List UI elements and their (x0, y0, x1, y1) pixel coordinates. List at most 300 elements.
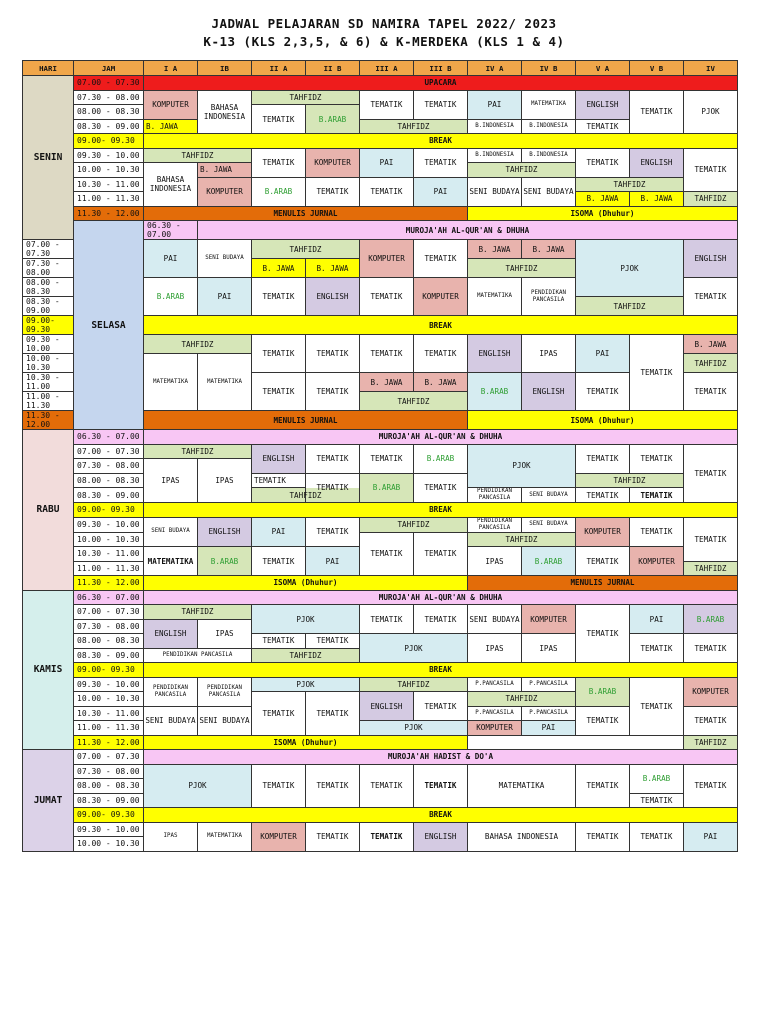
lesson-cell: TEMATIK (414, 605, 468, 634)
lesson-cell: TAHFIDZ (684, 735, 738, 750)
lesson-cell: PJOK (360, 634, 468, 663)
lesson-cell: PAI (468, 90, 522, 119)
lesson-cell: TEMATIK (252, 634, 306, 649)
table-row (23, 90, 738, 105)
time-slot: 11.00 - 11.30 (74, 561, 144, 576)
lesson-cell: PENDIDIKAN PANCASILA (522, 278, 576, 316)
table-row (23, 634, 738, 649)
lesson-cell: MENULIS JURNAL (144, 411, 468, 430)
lesson-cell: TEMATIK (630, 517, 684, 547)
time-slot: 07.30 - 08.00 (74, 764, 144, 779)
lesson-cell: IPAS (198, 459, 252, 503)
time-slot: 11.30 - 12.00 (74, 576, 144, 591)
lesson-cell: IPAS (144, 822, 198, 851)
column-header: II B (306, 61, 360, 76)
lesson-cell: B.ARAB (522, 547, 576, 576)
time-slot: 09.30 - 10.00 (74, 677, 144, 692)
lesson-cell: SENI BUDAYA (468, 605, 522, 634)
lesson-cell: PAI (576, 335, 630, 373)
day-label: SELASA (74, 221, 144, 430)
lesson-cell: TAHFIDZ (468, 259, 576, 278)
lesson-cell: TEMATIK (630, 90, 684, 134)
lesson-cell: PAI (144, 240, 198, 278)
lesson-cell: PAI (522, 721, 576, 736)
time-slot: 09.30 - 10.00 (74, 148, 144, 163)
time-slot: 10.30 - 11.00 (74, 547, 144, 562)
lesson-cell: B. JAWA (630, 192, 684, 207)
lesson-cell: TEMATIK (630, 488, 684, 503)
lesson-cell: TEMATIK (414, 148, 468, 177)
table-row (23, 808, 738, 823)
lesson-cell: SENI BUDAYA (522, 488, 576, 503)
table-row (23, 663, 738, 678)
lesson-cell: MUROJA'AH HADIST & DO'A (144, 750, 738, 765)
lesson-cell: SENI BUDAYA (198, 240, 252, 278)
lesson-cell: TEMATIK (576, 488, 630, 503)
lesson-cell: TEMATIK (576, 148, 630, 177)
time-slot: 08.30 - 09.00 (74, 119, 144, 134)
lesson-cell: ISOMA (Dhuhur) (144, 735, 468, 750)
lesson-cell: B.ARAB (360, 473, 414, 503)
table-row (23, 76, 738, 91)
lesson-cell: KOMPUTER (198, 177, 252, 206)
lesson-cell: TAHFIDZ (576, 297, 684, 316)
time-slot: 10.00 - 10.30 (74, 692, 144, 707)
time-slot: 06.30 - 07.00 (144, 221, 198, 240)
lesson-cell: B.INDONESIA (468, 119, 522, 134)
time-slot: 06.30 - 07.00 (74, 430, 144, 445)
lesson-cell: PENDIDIKAN PANCASILA (144, 677, 198, 706)
table-row (23, 134, 738, 149)
lesson-cell: B. JAWA (252, 259, 306, 278)
lesson-cell: TEMATIK (306, 764, 360, 808)
lesson-cell: TEMATIK (576, 706, 630, 735)
lesson-cell: TEMATIK (684, 706, 738, 735)
lesson-cell: ISOMA (Dhuhur) (468, 206, 738, 221)
time-slot: 07.00 - 07.30 (74, 750, 144, 765)
time-slot: 10.30 - 11.00 (23, 373, 74, 392)
time-slot: 09.00- 09.30 (23, 316, 74, 335)
lesson-cell: PAI (198, 278, 252, 316)
time-slot: 07.30 - 08.00 (74, 459, 144, 474)
lesson-cell: SENI BUDAYA (468, 177, 522, 206)
time-slot: 08.00 - 08.30 (23, 278, 74, 297)
lesson-cell: TEMATIK (252, 105, 306, 134)
time-slot: 07.00 - 07.30 (23, 240, 74, 259)
lesson-cell: KOMPUTER (252, 822, 306, 851)
lesson-cell: TAHFIDZ (252, 240, 360, 259)
table-row (23, 750, 738, 765)
lesson-cell: ISOMA (Dhuhur) (144, 576, 468, 591)
lesson-cell: TAHFIDZ (684, 561, 738, 576)
day-label: JUMAT (23, 750, 74, 852)
time-slot: 10.30 - 11.00 (74, 706, 144, 721)
lesson-cell: TEMATIK (306, 373, 360, 411)
lesson-cell: TAHFIDZ (252, 648, 360, 663)
lesson-cell: SENI BUDAYA (522, 517, 576, 532)
lesson-cell: KOMPUTER (522, 605, 576, 634)
lesson-cell: B.ARAB (144, 278, 198, 316)
lesson-cell: KOMPUTER (468, 721, 522, 736)
lesson-cell: B. JAWA (144, 119, 198, 134)
lesson-cell: TEMATIK (252, 335, 306, 373)
lesson-cell: BREAK (144, 134, 738, 149)
lesson-cell: B.ARAB (684, 605, 738, 634)
lesson-cell: TEMATIK (684, 148, 738, 192)
lesson-cell: IPAS (468, 547, 522, 576)
lesson-cell: TAHFIDZ (144, 444, 252, 459)
table-row (23, 735, 738, 750)
lesson-cell: TEMATIK (306, 444, 360, 473)
lesson-cell: ENGLISH (576, 90, 630, 119)
lesson-cell: IPAS (522, 634, 576, 663)
time-slot: 08.30 - 09.00 (74, 793, 144, 808)
lesson-cell: TEMATIK (684, 764, 738, 808)
lesson-cell: TEMATIK (684, 278, 738, 316)
lesson-cell: TAHFIDZ (360, 392, 468, 411)
time-slot: 09.00- 09.30 (74, 503, 144, 518)
lesson-cell: P.PANCASILA (522, 706, 576, 721)
table-row (23, 503, 738, 518)
lesson-cell: MATEMATIKA (198, 354, 252, 411)
lesson-cell: TEMATIK (576, 373, 630, 411)
time-slot: 07.30 - 08.00 (74, 619, 144, 634)
lesson-cell: MATEMATIKA (198, 822, 252, 851)
lesson-cell (468, 735, 684, 750)
lesson-cell: TEMATIK (576, 547, 630, 576)
time-slot: 06.30 - 07.00 (74, 590, 144, 605)
table-row (23, 590, 738, 605)
lesson-cell: ENGLISH (306, 278, 360, 316)
lesson-cell: PAI (414, 177, 468, 206)
lesson-cell: ENGLISH (414, 822, 468, 851)
lesson-cell: TEMATIK (414, 764, 468, 808)
time-slot: 09.30 - 10.00 (23, 335, 74, 354)
lesson-cell: PJOK (684, 90, 738, 134)
lesson-cell: PENDIDIKAN PANCASILA (468, 488, 522, 503)
lesson-cell: P.PANCASILA (468, 706, 522, 721)
lesson-cell: TAHFIDZ (468, 532, 576, 547)
lesson-cell: UPACARA (144, 76, 738, 91)
lesson-cell: TEMATIK (576, 605, 630, 663)
lesson-cell: ISOMA (Dhuhur) (468, 411, 738, 430)
lesson-cell: TAHFIDZ (468, 692, 576, 707)
column-header: III B (414, 61, 468, 76)
lesson-cell: KOMPUTER (414, 278, 468, 316)
lesson-cell: PENDIDIKAN PANCASILA (468, 517, 522, 532)
lesson-cell: TEMATIK (360, 278, 414, 316)
lesson-cell: B.ARAB (306, 105, 360, 134)
lesson-cell: TEMATIK (252, 547, 306, 576)
lesson-cell: TEMATIK (252, 373, 306, 411)
lesson-cell: PJOK (252, 677, 360, 692)
lesson-cell: B.ARAB (414, 444, 468, 473)
lesson-cell: TEMATIK (414, 240, 468, 278)
time-slot: 09.00- 09.30 (74, 663, 144, 678)
table-row (23, 605, 738, 620)
lesson-cell: TEMATIK (684, 634, 738, 663)
schedule-table (22, 60, 738, 852)
lesson-cell: TEMATIK (630, 444, 684, 473)
lesson-cell: P.PANCASILA (522, 677, 576, 692)
lesson-cell: MATEMATIKA (144, 354, 198, 411)
column-header: HARI (23, 61, 74, 76)
time-slot: 09.30 - 10.00 (74, 517, 144, 532)
table-row (23, 206, 738, 221)
column-header: I A (144, 61, 198, 76)
lesson-cell: PENDIDIKAN PANCASILA (198, 677, 252, 706)
lesson-cell: TEMATIK (252, 148, 306, 177)
lesson-cell: B. JAWA (576, 192, 630, 207)
lesson-cell: TEMATIK (252, 473, 306, 488)
lesson-cell: B. JAWA (522, 240, 576, 259)
lesson-cell: MATEMATIKA (144, 547, 198, 576)
lesson-cell: TAHFIDZ (252, 488, 360, 503)
time-slot: 09.30 - 10.00 (74, 822, 144, 837)
lesson-cell: TEMATIK (414, 473, 468, 503)
table-row (23, 822, 738, 837)
lesson-cell: TAHFIDZ (468, 163, 576, 178)
lesson-cell: PAI (252, 517, 306, 547)
time-slot: 10.00 - 10.30 (74, 837, 144, 852)
lesson-cell: TEMATIK (414, 90, 468, 119)
day-label: KAMIS (23, 590, 74, 750)
lesson-cell: TEMATIK (360, 822, 414, 851)
lesson-cell: TEMATIK (684, 373, 738, 411)
lesson-cell: TAHFIDZ (144, 605, 252, 620)
time-slot: 10.00 - 10.30 (74, 532, 144, 547)
lesson-cell: TEMATIK (360, 764, 414, 808)
lesson-cell: B. JAWA (684, 335, 738, 354)
lesson-cell: TEMATIK (630, 677, 684, 735)
lesson-cell: PENDIDIKAN PANCASILA (144, 648, 252, 663)
time-slot: 11.30 - 12.00 (74, 206, 144, 221)
lesson-cell: B. JAWA (360, 373, 414, 392)
lesson-cell: TEMATIK (360, 177, 414, 206)
column-header: IV B (522, 61, 576, 76)
time-slot: 08.30 - 09.00 (23, 297, 74, 316)
lesson-cell: IPAS (522, 335, 576, 373)
lesson-cell: TAHFIDZ (684, 354, 738, 373)
lesson-cell: MATEMATIKA (468, 764, 576, 808)
table-row (23, 221, 738, 240)
time-slot: 11.00 - 11.30 (74, 192, 144, 207)
lesson-cell: TEMATIK (306, 634, 360, 649)
lesson-cell: MUROJA'AH AL-QUR'AN & DHUHA (198, 221, 738, 240)
lesson-cell: TAHFIDZ (144, 148, 252, 163)
column-header: IV A (468, 61, 522, 76)
lesson-cell: ENGLISH (684, 240, 738, 278)
lesson-cell: B.ARAB (468, 373, 522, 411)
lesson-cell: PAI (306, 547, 360, 576)
lesson-cell: SENI BUDAYA (522, 177, 576, 206)
table-row (23, 177, 738, 192)
lesson-cell: MATEMATIKA (468, 278, 522, 316)
lesson-cell: B. JAWA (306, 259, 360, 278)
day-label: RABU (23, 430, 74, 591)
lesson-cell: TEMATIK (684, 517, 738, 561)
column-header: V B (630, 61, 684, 76)
lesson-cell: BAHASA INDONESIA (144, 163, 198, 207)
lesson-cell: IPAS (198, 619, 252, 648)
lesson-cell: IPAS (144, 459, 198, 503)
lesson-cell: SENI BUDAYA (198, 706, 252, 735)
time-slot: 10.30 - 11.00 (74, 177, 144, 192)
lesson-cell: TEMATIK (576, 822, 630, 851)
lesson-cell: B.ARAB (252, 177, 306, 206)
lesson-cell: PJOK (468, 444, 576, 488)
lesson-cell: TAHFIDZ (360, 677, 468, 692)
lesson-cell: TAHFIDZ (144, 335, 252, 354)
time-slot: 10.00 - 10.30 (74, 163, 144, 178)
column-header: IV (684, 61, 738, 76)
lesson-cell: TEMATIK (684, 444, 738, 503)
lesson-cell: TEMATIK (576, 119, 630, 134)
lesson-cell: ENGLISH (468, 335, 522, 373)
lesson-cell: B.INDONESIA (522, 119, 576, 134)
time-slot: 07.00 - 07.30 (74, 444, 144, 459)
lesson-cell: BREAK (144, 316, 738, 335)
lesson-cell: TAHFIDZ (360, 517, 468, 532)
table-row (23, 473, 738, 488)
lesson-cell: MENULIS JURNAL (468, 576, 738, 591)
lesson-cell: TEMATIK (630, 793, 684, 808)
lesson-cell: ENGLISH (360, 692, 414, 721)
time-slot: 08.00 - 08.30 (74, 473, 144, 488)
table-row (23, 764, 738, 779)
lesson-cell: TEMATIK (360, 90, 414, 119)
lesson-cell: TEMATIK (576, 764, 630, 808)
table-row (23, 444, 738, 459)
lesson-cell: P.PANCASILA (468, 677, 522, 692)
lesson-cell: PJOK (576, 240, 684, 297)
time-slot: 08.00 - 08.30 (74, 105, 144, 120)
lesson-cell: TEMATIK (414, 692, 468, 721)
lesson-cell: PAI (630, 605, 684, 634)
lesson-cell: BREAK (144, 808, 738, 823)
lesson-cell: TEMATIK (306, 517, 360, 547)
time-slot: 08.00 - 08.30 (74, 779, 144, 794)
lesson-cell: SENI BUDAYA (144, 706, 198, 735)
lesson-cell: TEMATIK (360, 532, 414, 576)
lesson-cell: ENGLISH (252, 444, 306, 473)
lesson-cell: SENI BUDAYA (144, 517, 198, 547)
lesson-cell: TEMATIK (630, 822, 684, 851)
lesson-cell: B. JAWA (198, 163, 252, 178)
lesson-cell: BAHASA INDONESIA (468, 822, 576, 851)
column-header: II A (252, 61, 306, 76)
lesson-cell: TAHFIDZ (576, 473, 684, 488)
time-slot: 07.00 - 07.30 (74, 605, 144, 620)
lesson-cell: TEMATIK (306, 692, 360, 736)
lesson-cell: BREAK (144, 663, 738, 678)
lesson-cell: TEMATIK (360, 444, 414, 473)
lesson-cell: TEMATIK (360, 335, 414, 373)
time-slot: 08.30 - 09.00 (74, 488, 144, 503)
lesson-cell: PJOK (360, 721, 468, 736)
lesson-cell: MUROJA'AH AL-QUR'AN & DHUHA (144, 590, 738, 605)
lesson-cell: TAHFIDZ (576, 177, 684, 192)
lesson-cell: TEMATIK (576, 444, 630, 473)
table-row (23, 677, 738, 692)
lesson-cell: MATEMATIKA (522, 90, 576, 119)
lesson-cell: B. JAWA (414, 373, 468, 392)
lesson-cell: TEMATIK (252, 278, 306, 316)
column-header: IB (198, 61, 252, 76)
time-slot: 08.30 - 09.00 (74, 648, 144, 663)
lesson-cell: TEMATIK (252, 692, 306, 736)
lesson-cell: MUROJA'AH AL-QUR'AN & DHUHA (144, 430, 738, 445)
lesson-cell: TEMATIK (252, 764, 306, 808)
document-subtitle: K-13 (KLS 2,3,5, & 6) & K-MERDEKA (KLS 1 & 4) (203, 34, 565, 49)
time-slot: 11.00 - 11.30 (74, 721, 144, 736)
lesson-cell: PAI (684, 822, 738, 851)
lesson-cell: TEMATIK (306, 177, 360, 206)
lesson-cell: PJOK (252, 605, 360, 634)
lesson-cell: TEMATIK (630, 335, 684, 411)
lesson-cell: B.INDONESIA (522, 148, 576, 163)
column-header: III A (360, 61, 414, 76)
lesson-cell: BREAK (144, 503, 738, 518)
day-label: SENIN (23, 76, 74, 240)
time-slot: 09.00- 09.30 (74, 134, 144, 149)
lesson-cell: KOMPUTER (630, 547, 684, 576)
time-slot: 11.30 - 12.00 (74, 735, 144, 750)
lesson-cell: B. JAWA (468, 240, 522, 259)
lesson-cell: B.ARAB (198, 547, 252, 576)
lesson-cell: PAI (360, 148, 414, 177)
lesson-cell: TEMATIK (414, 335, 468, 373)
column-header: JAM (74, 61, 144, 76)
table-row (23, 148, 738, 163)
lesson-cell: ENGLISH (144, 619, 198, 648)
time-slot: 07.00 - 07.30 (74, 76, 144, 91)
lesson-cell: KOMPUTER (306, 148, 360, 177)
lesson-cell: TEMATIK (306, 473, 360, 503)
lesson-cell: TEMATIK (630, 634, 684, 663)
lesson-cell: TAHFIDZ (684, 192, 738, 207)
time-slot: 07.30 - 08.00 (23, 259, 74, 278)
lesson-cell: ENGLISH (198, 517, 252, 547)
lesson-cell: TAHFIDZ (360, 119, 468, 134)
lesson-cell: B.ARAB (630, 764, 684, 793)
lesson-cell: BAHASA INDONESIA (198, 90, 252, 134)
lesson-cell: ENGLISH (630, 148, 684, 177)
lesson-cell: KOMPUTER (576, 517, 630, 547)
time-slot: 07.30 - 08.00 (74, 90, 144, 105)
column-header: V A (576, 61, 630, 76)
table-row (23, 576, 738, 591)
lesson-cell: KOMPUTER (144, 90, 198, 119)
lesson-cell: MENULIS JURNAL (144, 206, 468, 221)
lesson-cell: PJOK (144, 764, 252, 808)
time-slot: 08.00 - 08.30 (74, 634, 144, 649)
lesson-cell: TAHFIDZ (252, 90, 360, 105)
time-slot: 11.30 - 12.00 (23, 411, 74, 430)
lesson-cell: ENGLISH (522, 373, 576, 411)
lesson-cell: TEMATIK (414, 532, 468, 576)
lesson-cell: TEMATIK (306, 822, 360, 851)
header-row (23, 61, 738, 76)
document-title: JADWAL PELAJARAN SD NAMIRA TAPEL 2022/ 2023 (211, 16, 557, 31)
schedule-body (23, 76, 738, 852)
lesson-cell: KOMPUTER (360, 240, 414, 278)
lesson-cell: B.INDONESIA (468, 148, 522, 163)
lesson-cell: TEMATIK (360, 605, 414, 634)
time-slot: 10.00 - 10.30 (23, 354, 74, 373)
lesson-cell: B.ARAB (576, 677, 630, 706)
lesson-cell: KOMPUTER (684, 677, 738, 706)
